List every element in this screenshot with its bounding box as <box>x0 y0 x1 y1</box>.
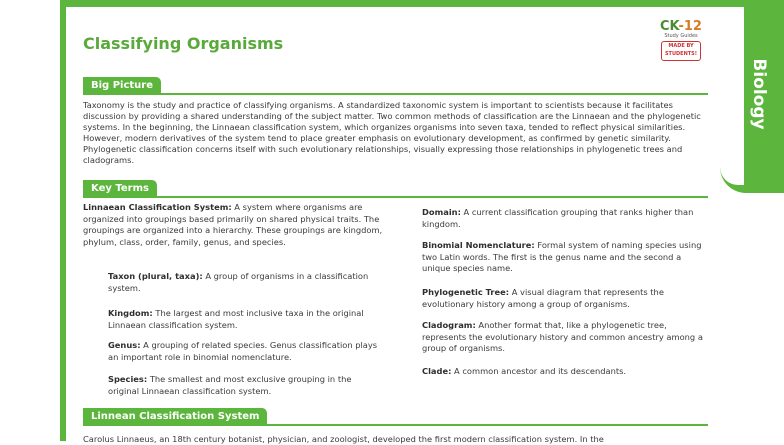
term-definition: A current classification grouping that ranks higher than kingdom. <box>422 207 694 229</box>
term-binomial-nomenclature <box>422 240 712 275</box>
key-terms-header: Key Terms <box>83 180 157 197</box>
term-name: Taxon (plural, taxa): <box>108 271 203 281</box>
term-name: Linnaean Classification System: <box>83 202 232 212</box>
term-cladogram <box>422 320 712 355</box>
term-definition: A grouping of related species. Genus classification plays an important role in binomial nomenclature. <box>108 340 378 362</box>
term-species <box>108 374 378 397</box>
term-definition: Formal system of naming species using two Latin words. The first is the genus name and the second a unique species name. <box>422 240 702 273</box>
term-kingdom <box>108 308 378 331</box>
side-tab-label: Biology <box>749 58 769 130</box>
term-taxon <box>108 271 378 294</box>
term-definition: A common ancestor and its descendants. <box>451 366 627 376</box>
term-definition: A system where organisms are organized into groupings based primarily on shared physical traits. The groupings are organized into a hierarchy. These groupings are kingdom, phylum, class, order, family, genus, and species. <box>83 202 383 247</box>
term-name: Species: <box>108 374 148 384</box>
term-name: Cladogram: <box>422 320 476 330</box>
term-name: Kingdom: <box>108 308 153 318</box>
term-definition: A group of organisms in a classification system. <box>108 271 369 293</box>
term-name: Phylogenetic Tree: <box>422 287 510 297</box>
term-definition: The largest and most inclusive taxa in the original Linnaean classification system. <box>108 308 364 330</box>
term-genus <box>108 340 378 363</box>
logo-12: -12 <box>678 19 702 34</box>
big-picture-header: Big Picture <box>83 77 161 94</box>
term-phylogenetic-tree <box>422 287 712 310</box>
term-definition: The smallest and most exclusive grouping in the original Linnaean classification system. <box>108 374 352 396</box>
big-picture-text: Taxonomy is the study and practice of classifying organisms. A standardized taxonomic system is important to scientists because it facilitates discussion by providing a shared understanding of the subject matter. Two common methods of classification are the Linnaean and the phylogenetic systems. In the beginning, the Linnaean classification system, which organizes organisms into seven taxa, tended to reflect physical similarities. However, modern derivatives of the system tend to place greater emphasis on evolutionary development, as confirmed by genetic similarity. Phylogenetic classification concerns itself with such evolutionary relationships, visually expressing those relationships in phylogenetic trees and cladograms. <box>83 100 701 165</box>
side-tab-inner <box>720 7 744 185</box>
linnean-header: Linnean Classification System <box>83 408 267 425</box>
logo-wordmark <box>656 20 706 33</box>
term-name: Domain: <box>422 207 461 217</box>
big-picture-rule <box>83 93 708 95</box>
logo-ck: CK <box>660 19 679 34</box>
term-name: Binomial Nomenclature: <box>422 240 535 250</box>
term-name: Genus: <box>108 340 141 350</box>
term-linnaean-classification-system <box>83 202 383 248</box>
term-clade <box>422 366 712 378</box>
key-terms-rule <box>83 196 708 198</box>
page-title: Classifying Organisms <box>83 34 284 53</box>
linnean-text: Carolus Linnaeus, an 18th century botanist, physician, and zoologist, developed the first modern classification system. In the <box>83 434 604 444</box>
term-definition: Another format that, like a phylogenetic tree, represents the evolutionary history and common ancestry among a group of organisms. <box>422 320 703 353</box>
ck12-logo <box>656 20 706 70</box>
logo-badge: MADE BY STUDENTS! <box>661 41 701 61</box>
linnean-rule <box>83 424 708 426</box>
page-frame-left <box>60 0 66 441</box>
term-name: Clade: <box>422 366 452 376</box>
term-domain <box>422 207 712 230</box>
logo-tagline: Study Guides <box>664 33 698 39</box>
term-definition: A visual diagram that represents the evolutionary history among a group of organisms. <box>422 287 664 309</box>
page-frame-top <box>60 0 744 7</box>
